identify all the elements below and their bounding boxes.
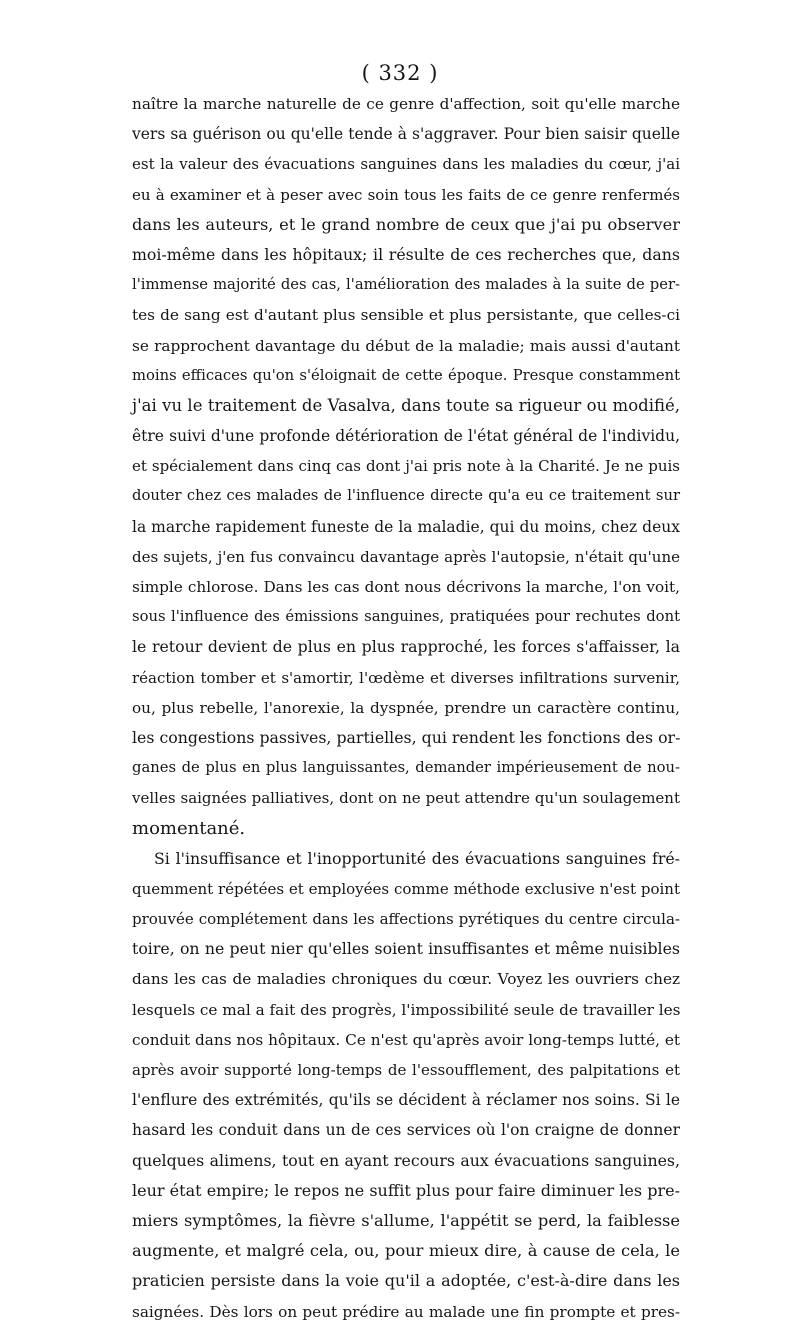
- text-line: vers sa guérison ou qu'elle tende à s'aggraver. Pour bien saisir quelle: [132, 125, 680, 144]
- text-line: simple chlorose. Dans les cas dont nous décrivons la marche, l'on voit,: [132, 578, 680, 596]
- text-line: Si l'insuffisance et l'inopportunité des évacuations sanguines fré-: [154, 848, 680, 868]
- text-line: tes de sang est d'autant plus sensible et plus persistante, que celles-ci: [132, 306, 680, 325]
- text-line: ganes de plus en plus languissantes, demander impérieusement de nou-: [132, 759, 680, 777]
- text-line: dans les cas de maladies chroniques du cœur. Voyez les ouvriers chez: [132, 970, 680, 989]
- text-line: réaction tomber et s'amortir, l'œdème et diverses infiltrations survenir,: [132, 668, 680, 687]
- text-line: prouvée complétement dans les affections pyrétiques du centre circula-: [132, 910, 680, 929]
- text-line: velles saignées palliatives, dont on ne peut attendre qu'un soulagement: [132, 789, 680, 808]
- text-line: augmente, et malgré cela, ou, pour mieux dire, à cause de cela, le: [132, 1241, 680, 1261]
- text-line: conduit dans nos hôpitaux. Ce n'est qu'après avoir long-temps lutté, et: [132, 1030, 680, 1049]
- text-line: naître la marche naturelle de ce genre d'affection, soit qu'elle marche: [132, 95, 680, 113]
- text-line: moins efficaces qu'on s'éloignait de cette époque. Presque constamment: [132, 366, 680, 384]
- text-line: ou, plus rebelle, l'anorexie, la dyspnée, prendre un caractère continu,: [132, 698, 680, 717]
- text-line: et spécialement dans cinq cas dont j'ai pris note à la Charité. Je ne puis: [132, 457, 680, 476]
- text-line: leur état empire; le repos ne suffit plus pour faire diminuer les pre-: [132, 1180, 680, 1200]
- text-line: se rapprochent davantage du début de la maladie; mais aussi d'autant: [132, 336, 680, 355]
- text-line: hasard les conduit dans un de ces services où l'on craigne de donner: [132, 1121, 680, 1140]
- page-number: ( 332 ): [361, 61, 439, 85]
- text-line: des sujets, j'en fus convaincu davantage après l'autopsie, n'était qu'une: [132, 547, 680, 566]
- text-line: j'ai vu le traitement de Vasalva, dans toute sa rigueur ou modifié,: [132, 395, 680, 415]
- body-text: [132, 89, 680, 1327]
- text-line: miers symptômes, la fièvre s'allume, l'appétit se perd, la faiblesse: [132, 1210, 680, 1230]
- paragraph-1: [132, 89, 680, 844]
- text-line: quemment répétées et employées comme méthode exclusive n'est point: [132, 879, 680, 898]
- text-line: moi-même dans les hôpitaux; il résulte de ces recherches que, dans: [132, 244, 680, 264]
- text-line: quelques alimens, tout en ayant recours aux évacuations sanguines,: [132, 1150, 680, 1170]
- paragraph-2: [132, 844, 680, 1327]
- text-line: lesquels ce mal a fait des progrès, l'impossibilité seule de travailler les: [132, 1000, 681, 1019]
- text-line: eu à examiner et à peser avec soin tous les faits de ce genre renfermés: [132, 185, 680, 204]
- text-line: être suivi d'une profonde détérioration de l'état général de l'individu,: [132, 427, 680, 446]
- text-line: l'immense majorité des cas, l'amélioration des malades à la suite de per-: [132, 276, 680, 294]
- text-line: la marche rapidement funeste de la maladie, qui du moins, chez deux: [132, 517, 680, 536]
- text-line: dans les auteurs, et le grand nombre de ceux que j'ai pu observer: [132, 214, 680, 234]
- text-line: toire, on ne peut nier qu'elles soient insuffisantes et même nuisibles: [132, 939, 680, 959]
- text-line: est la valeur des évacuations sanguines dans les maladies du cœur, j'ai: [132, 155, 680, 174]
- text-line: après avoir supporté long-temps de l'essoufflement, des palpitations et: [132, 1061, 680, 1079]
- text-line: douter chez ces malades de l'influence directe qu'a eu ce traitement sur: [132, 487, 680, 505]
- text-line: momentané.: [132, 817, 246, 839]
- text-line: praticien persiste dans la voie qu'il a adoptée, c'est-à-dire dans les: [132, 1271, 680, 1291]
- text-line: le retour devient de plus en plus rapproché, les forces s'affaisser, la: [132, 637, 680, 657]
- text-line: sous l'influence des émissions sanguines, pratiquées pour rechutes dont: [132, 608, 680, 626]
- text-line: les congestions passives, partielles, qui rendent les fonctions des or-: [132, 727, 681, 747]
- text-line: l'enflure des extrémités, qu'ils se décident à réclamer nos soins. Si le: [132, 1091, 680, 1110]
- text-line: saignées. Dès lors on peut prédire au malade une fin prompte et pres-: [132, 1302, 680, 1321]
